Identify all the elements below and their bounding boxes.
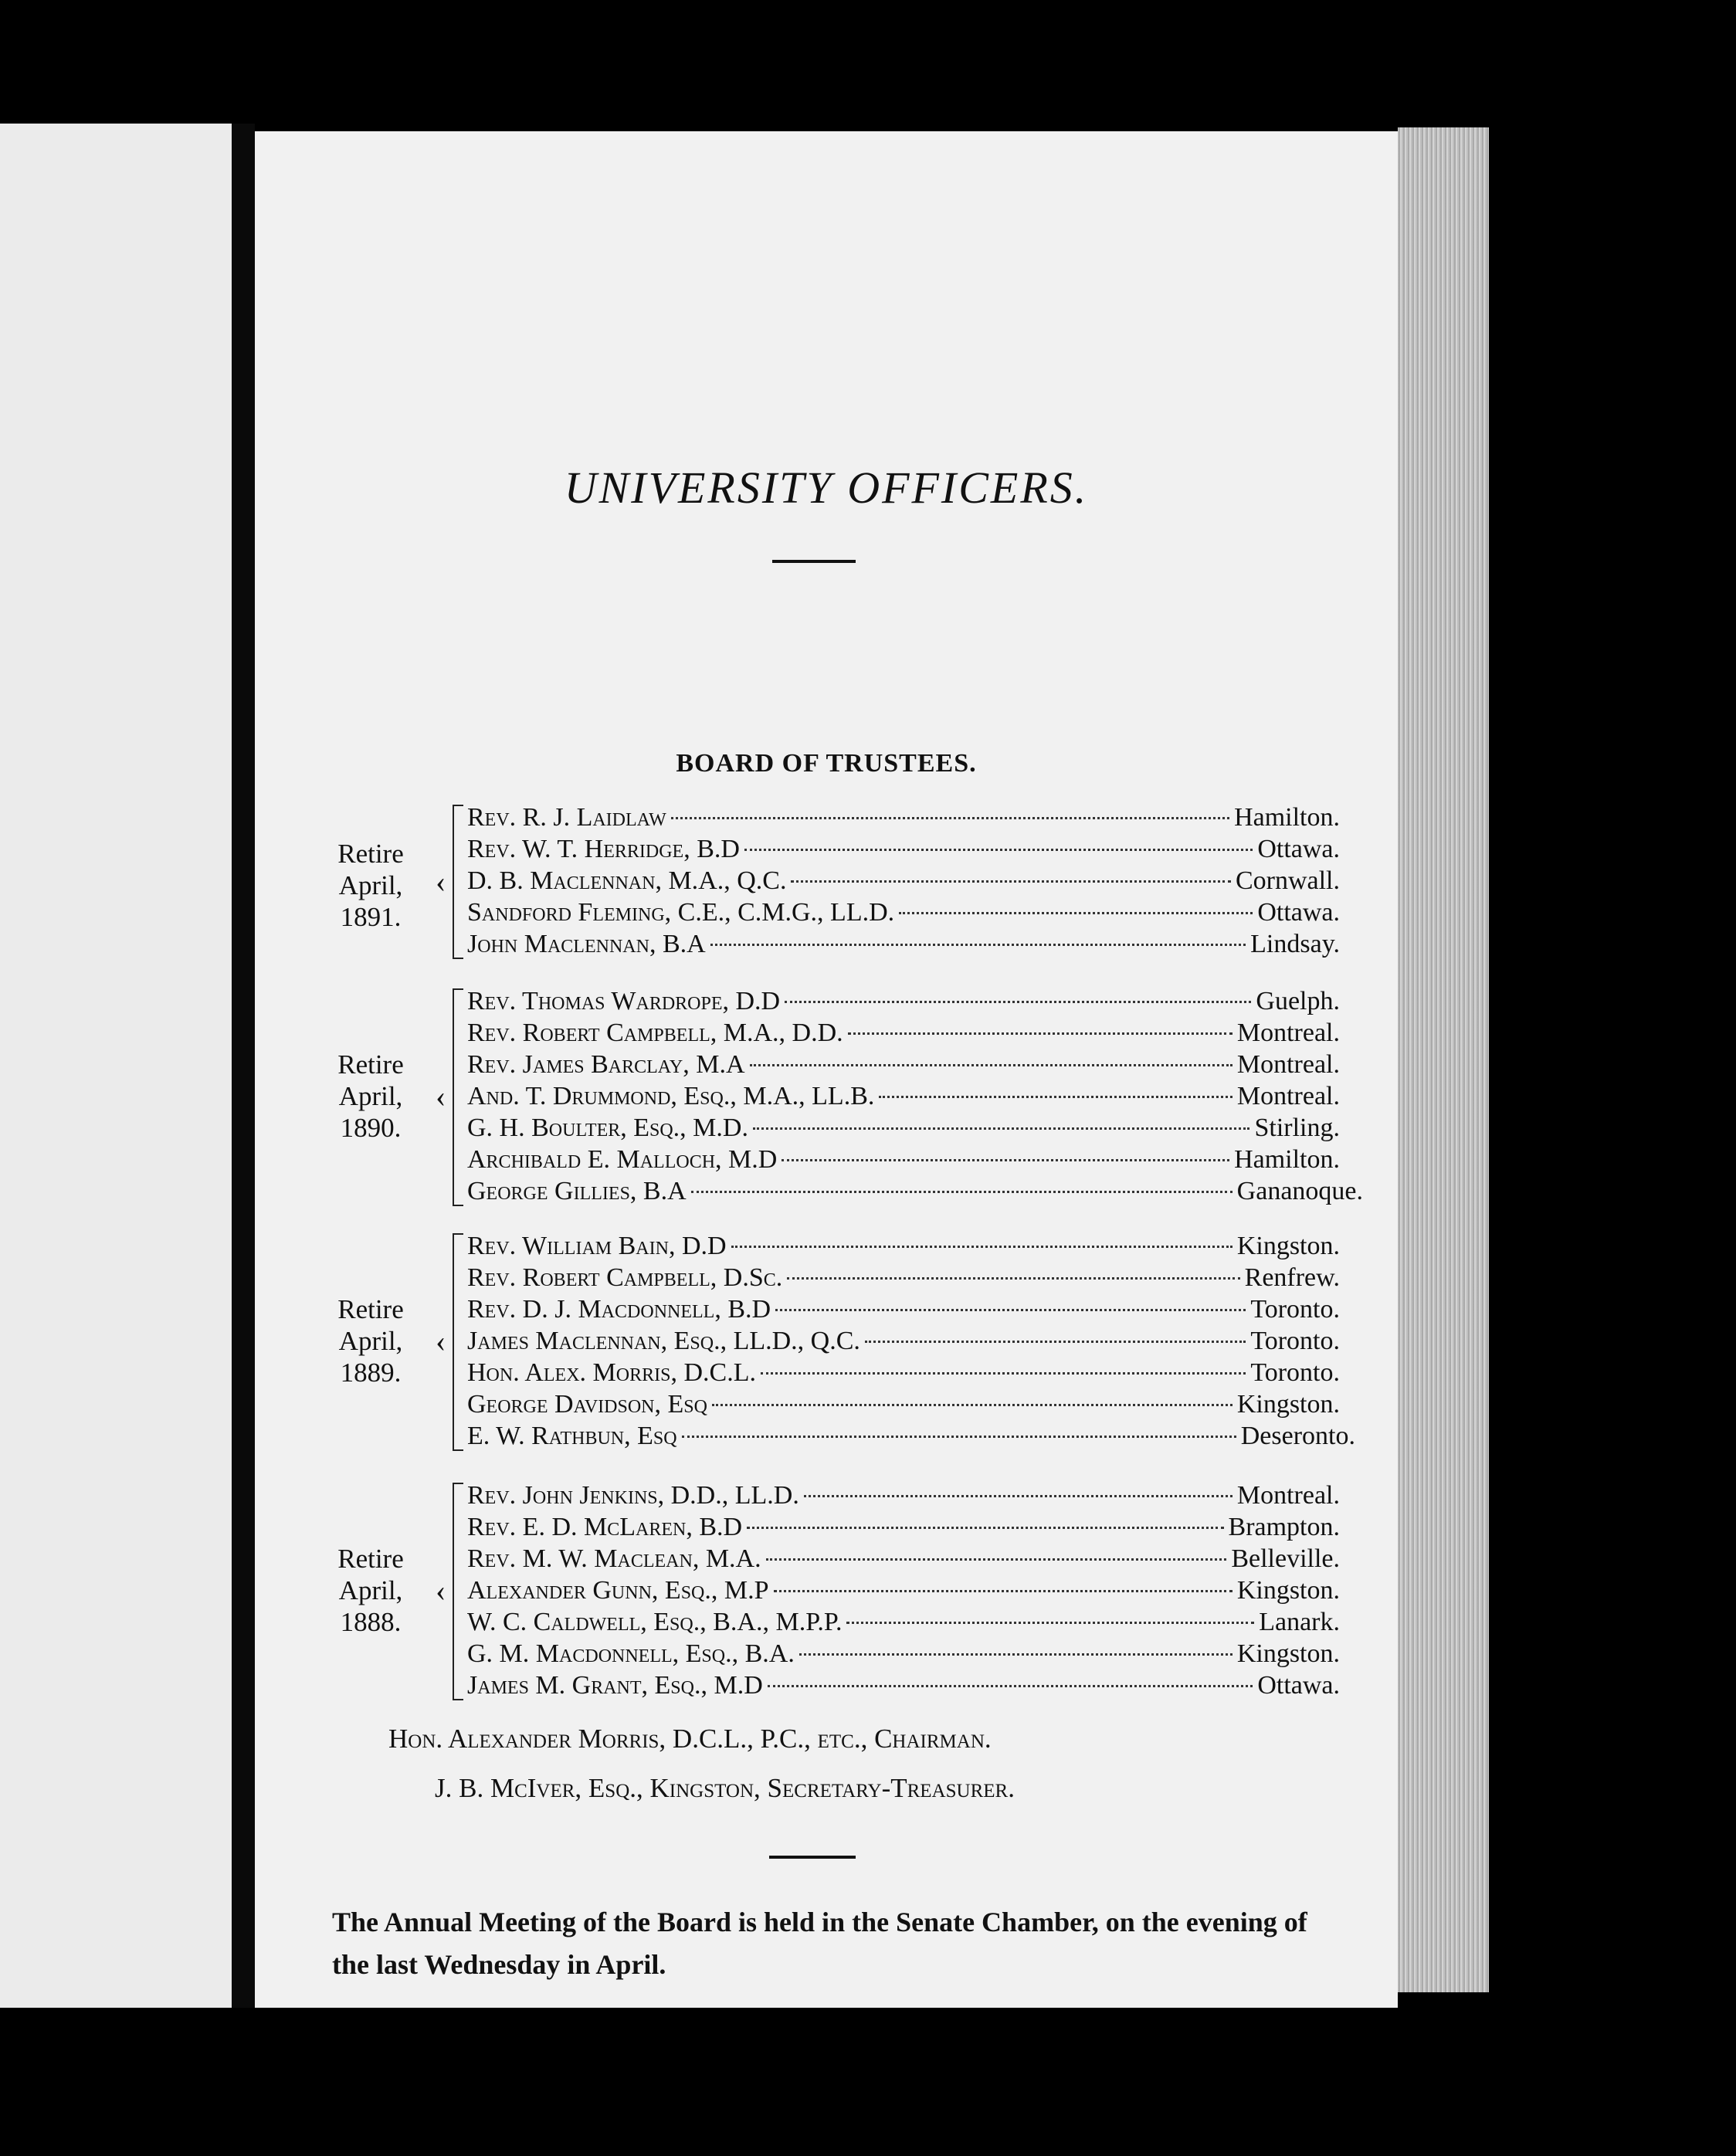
trustee-group-1889 [255, 1232, 1398, 1456]
brace-point: ‹ [436, 1324, 446, 1358]
trustee-entry: And. T. Drummond, Esq., M.A., LL.B. Montreal. [467, 1082, 1340, 1110]
trustee-entry: W. C. Caldwell, Esq., B.A., M.P.P. Lanark. [467, 1608, 1340, 1636]
trustee-entry: Archibald E. Malloch, M.D Hamilton. [467, 1145, 1340, 1174]
brace-point: ‹ [436, 864, 446, 899]
trustee-entry: Rev. R. J. Laidlaw Hamilton. [467, 803, 1340, 832]
trustee-entry: E. W. Rathbun, Esq Deseronto. [467, 1422, 1355, 1450]
document-page [255, 131, 1398, 2008]
trustee-entry: G. H. Boulter, Esq., M.D. Stirling. [467, 1114, 1340, 1142]
brace-point: ‹ [436, 1573, 446, 1608]
trustee-entry: Rev. W. T. Herridge, B.D Ottawa. [467, 835, 1340, 863]
trustee-entry: Sandford Fleming, C.E., C.M.G., LL.D. Ottawa. [467, 898, 1340, 927]
closing-rule [769, 1856, 856, 1859]
brace-bottom [453, 1699, 463, 1700]
trustee-entry: Hon. Alex. Morris, D.C.L. Toronto. [467, 1358, 1340, 1387]
trustee-entry: G. M. Macdonnell, Esq., B.A. Kingston. [467, 1639, 1340, 1668]
trustee-entry: Alexander Gunn, Esq., M.P Kingston. [467, 1576, 1340, 1605]
trustee-entry: Rev. James Barclay, M.A Montreal. [467, 1050, 1340, 1079]
brace-top [453, 805, 463, 806]
trustee-entry: George Gillies, B.A Gananoque. [467, 1177, 1363, 1205]
retire-label: Retire April, 1891. [337, 839, 404, 932]
trustee-entry: D. B. Maclennan, M.A., Q.C. Cornwall. [467, 866, 1340, 895]
brace-top [453, 988, 463, 990]
left-facing-page [0, 124, 232, 2008]
trustee-entry: Rev. Robert Campbell, D.Sc. Renfrew. [467, 1263, 1340, 1292]
trustee-entry: Rev. John Jenkins, D.D., LL.D. Montreal. [467, 1481, 1340, 1510]
retire-label: Retire April, 1889. [337, 1294, 404, 1388]
page-edges [1398, 127, 1489, 1992]
title-rule [772, 560, 856, 563]
trustee-entry: Rev. M. W. Maclean, M.A. Belleville. [467, 1544, 1340, 1573]
trustee-group-1890 [255, 987, 1398, 1211]
brace-point: ‹ [436, 1079, 446, 1114]
secretary-line: J. B. McIver, Esq., Kingston, Secretary-Treasurer. [435, 1773, 1015, 1803]
trustee-entry: Rev. Thomas Wardrope, D.D Guelph. [467, 987, 1340, 1015]
brace-bottom [453, 1449, 463, 1451]
retire-label: Retire April, 1888. [337, 1544, 404, 1637]
retire-label: Retire April, 1890. [337, 1049, 404, 1143]
book-gutter [232, 124, 255, 2008]
brace-top [453, 1233, 463, 1235]
page-title: UNIVERSITY OFFICERS. [564, 463, 1089, 513]
trustee-entry: James Maclennan, Esq., LL.D., Q.C. Toronto. [467, 1327, 1340, 1355]
trustee-group-1888 [255, 1481, 1398, 1705]
trustee-entry: George Davidson, Esq Kingston. [467, 1390, 1340, 1419]
brace-bottom [453, 958, 463, 959]
trustee-entry: Rev. D. J. Macdonnell, B.D Toronto. [467, 1295, 1340, 1324]
trustee-group-1891 [255, 803, 1398, 961]
meeting-note: The Annual Meeting of the Board is held in the Senate Chamber, on the evening of the last Wednesday in April. [332, 1907, 1307, 1980]
trustee-entry: Rev. William Bain, D.D Kingston. [467, 1232, 1340, 1260]
brace-top [453, 1483, 463, 1484]
chairman-line: Hon. Alexander Morris, D.C.L., P.C., etc., Chairman. [388, 1724, 992, 1754]
brace-bottom [453, 1205, 463, 1206]
trustee-entry: John Maclennan, B.A Lindsay. [467, 930, 1340, 958]
trustee-entry: James M. Grant, Esq., M.D Ottawa. [467, 1671, 1340, 1700]
trustee-entry: Rev. Robert Campbell, M.A., D.D. Montreal. [467, 1019, 1340, 1047]
board-heading: BOARD OF TRUSTEES. [676, 749, 977, 778]
trustee-entry: Rev. E. D. McLaren, B.D Brampton. [467, 1513, 1340, 1541]
